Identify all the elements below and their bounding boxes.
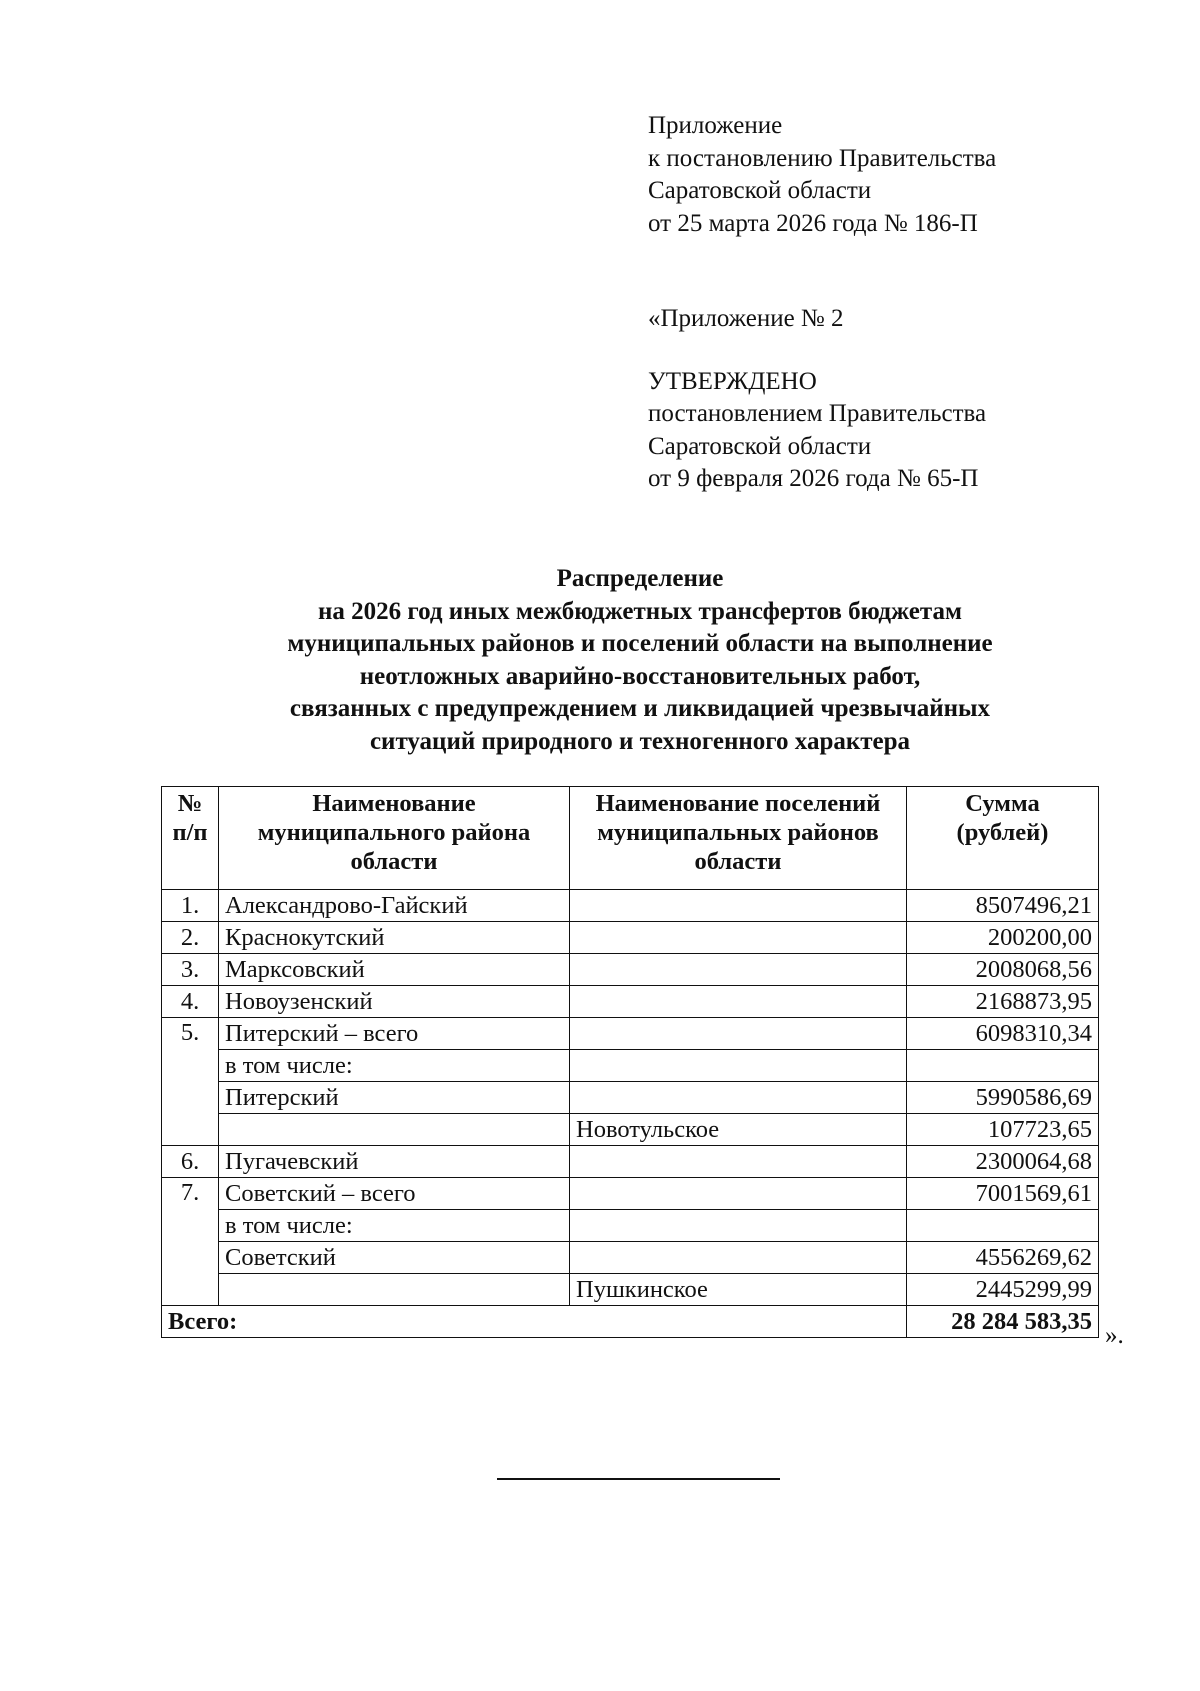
row-sum: 6098310,34	[907, 1018, 1099, 1050]
approved-label: УТВЕРЖДЕНО	[648, 367, 817, 395]
row-settlement	[570, 1082, 907, 1114]
row-settlement	[570, 1146, 907, 1178]
row-num: 6.	[162, 1146, 219, 1178]
row-settlement: Новотульское	[570, 1114, 907, 1146]
header-sum	[907, 787, 1099, 890]
row-num: 4.	[162, 986, 219, 1018]
appendix-header-line: к постановлению Правительства	[648, 144, 997, 172]
row-sum: 107723,65	[907, 1114, 1099, 1146]
row-sum	[907, 1210, 1099, 1242]
table-header-row	[162, 787, 1099, 890]
appendix-header-line: от 25 марта 2026 года № 186-П	[648, 209, 978, 237]
footer-divider	[497, 1478, 780, 1480]
title-line: связанных с предупреждением и ликвидацией чрезвычайных	[289, 695, 991, 722]
row-num: 1.	[162, 890, 219, 922]
row-settlement	[570, 954, 907, 986]
header-sum-line: (рублей)	[956, 819, 1049, 846]
approved-line: постановлением Правительства	[648, 400, 987, 427]
row-num: 7.	[162, 1178, 219, 1306]
table-row	[162, 1050, 1099, 1082]
row-settlement	[570, 922, 907, 954]
row-sum: 2008068,56	[907, 954, 1099, 986]
header-sum-line: Сумма	[965, 790, 1040, 817]
row-district: Александрово-Гайский	[219, 890, 570, 922]
row-district: в том числе:	[219, 1050, 570, 1082]
total-label: Всего:	[162, 1306, 907, 1338]
table-row	[162, 1018, 1099, 1050]
distribution-table	[161, 786, 1099, 1338]
appendix-header-line: Приложение	[648, 112, 783, 139]
row-district: Пугачевский	[219, 1146, 570, 1178]
title-line: неотложных аварийно-восстановительных работ,	[359, 662, 921, 690]
table-row	[162, 1274, 1099, 1306]
approved-line: Саратовской области	[648, 432, 872, 460]
table-row	[162, 1082, 1099, 1114]
row-settlement	[570, 1210, 907, 1242]
row-sum: 2300064,68	[907, 1146, 1099, 1178]
row-district: в том числе:	[219, 1210, 570, 1242]
row-settlement	[570, 1018, 907, 1050]
table-row	[162, 922, 1099, 954]
table-row	[162, 1178, 1099, 1210]
row-settlement	[570, 1050, 907, 1082]
document-title	[160, 563, 1120, 758]
header-district	[219, 787, 570, 890]
header-district-line: области	[350, 848, 438, 875]
header-settlement-line: области	[694, 848, 782, 875]
row-sum: 2168873,95	[907, 986, 1099, 1018]
row-settlement	[570, 1242, 907, 1274]
row-sum: 8507496,21	[907, 890, 1099, 922]
title-line: муниципальных районов и поселений области на выполнение	[287, 630, 993, 657]
row-num: 3.	[162, 954, 219, 986]
row-sum	[907, 1050, 1099, 1082]
appendix-header-line: Саратовской области	[648, 177, 872, 204]
appendix-header	[648, 110, 1118, 240]
header-num-line: п/п	[172, 819, 208, 846]
header-settlement-line: муниципальных районов	[597, 819, 879, 846]
row-district	[219, 1114, 570, 1146]
row-district: Советский	[219, 1242, 570, 1274]
appendix-reference: «Приложение № 2	[648, 305, 844, 332]
header-district-line: Наименование	[312, 790, 476, 817]
header-settlement-line: Наименование поселений	[595, 790, 881, 817]
row-settlement	[570, 986, 907, 1018]
approved-block	[648, 303, 1118, 496]
approved-line: от 9 февраля 2026 года № 65-П	[648, 465, 979, 492]
table-row	[162, 954, 1099, 986]
row-sum: 7001569,61	[907, 1178, 1099, 1210]
title-line: на 2026 год иных межбюджетных трансфертов бюджетам	[317, 597, 963, 625]
row-settlement	[570, 890, 907, 922]
row-num: 5.	[162, 1018, 219, 1146]
total-sum: 28 284 583,35	[907, 1306, 1099, 1338]
title-line: Распределение	[556, 565, 724, 592]
row-district: Новоузенский	[219, 986, 570, 1018]
row-settlement: Пушкинское	[570, 1274, 907, 1306]
table-row	[162, 1242, 1099, 1274]
header-settlement	[570, 787, 907, 890]
table-row	[162, 1210, 1099, 1242]
row-district: Питерский – всего	[219, 1018, 570, 1050]
row-sum: 2445299,99	[907, 1274, 1099, 1306]
row-settlement	[570, 1178, 907, 1210]
header-num	[162, 787, 219, 890]
row-district: Советский – всего	[219, 1178, 570, 1210]
header-num-line: №	[177, 790, 203, 817]
row-district: Питерский	[219, 1082, 570, 1114]
row-sum: 200200,00	[907, 922, 1099, 954]
closing-quote: ».	[1105, 1322, 1124, 1349]
row-sum: 5990586,69	[907, 1082, 1099, 1114]
header-district-line: муниципального района	[257, 819, 531, 846]
row-num: 2.	[162, 922, 219, 954]
row-district: Марксовский	[219, 954, 570, 986]
table-row	[162, 890, 1099, 922]
row-sum: 4556269,62	[907, 1242, 1099, 1274]
table-row	[162, 986, 1099, 1018]
total-row	[162, 1306, 1099, 1338]
row-district	[219, 1274, 570, 1306]
row-district: Краснокутский	[219, 922, 570, 954]
table-row	[162, 1146, 1099, 1178]
table-row	[162, 1114, 1099, 1146]
title-line: ситуаций природного и техногенного характера	[369, 727, 911, 755]
